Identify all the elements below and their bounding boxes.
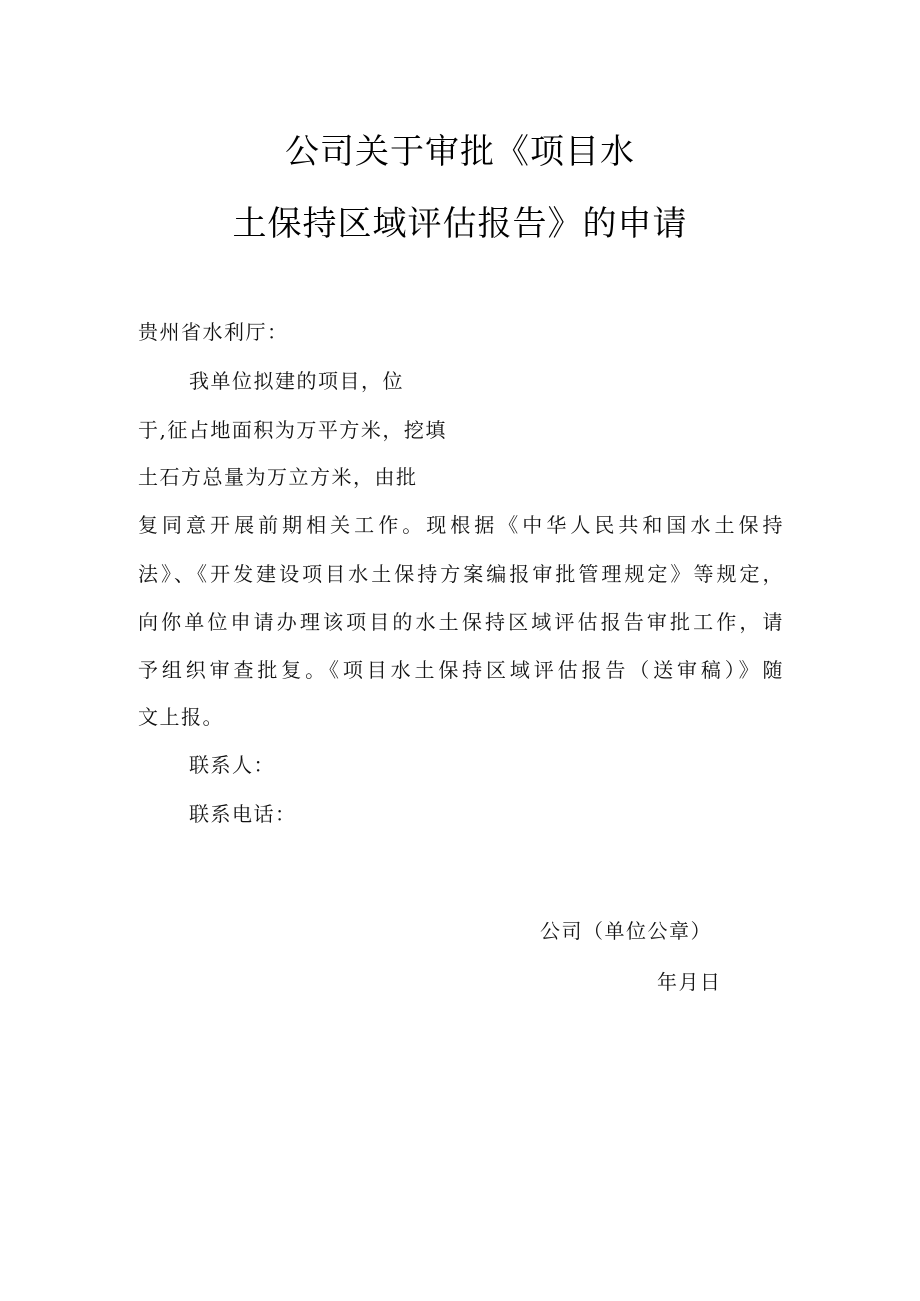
contact-person-label: 联系人：: [189, 753, 275, 777]
body-line-5: 法》、《开发建设项目水土保持方案编报审批管理规定》等规定，: [138, 562, 783, 586]
document-title-line-2: 土保持区域评估报告》的申请: [232, 204, 688, 244]
body-line-6: 向你单位申请办理该项目的水土保持区域评估报告审批工作，请: [138, 610, 783, 634]
signature-date: 年月日: [657, 970, 722, 994]
body-line-7: 予组织审查批复。《项目水土保持区域评估报告（送审稿）》随: [138, 658, 783, 682]
body-line-2: 于,征占地面积为万平方米，挖填: [138, 418, 447, 442]
body-line-8: 文上报。: [138, 705, 224, 729]
document-title-line-1: 公司关于审批《项目水: [285, 132, 635, 172]
contact-phone-label: 联系电话：: [189, 802, 297, 826]
body-line-4: 复同意开展前期相关工作。现根据《中华人民共和国水土保持: [138, 513, 783, 537]
body-line-3: 土石方总量为万立方米，由批: [138, 465, 418, 489]
addressee: 贵州省水利厅：: [138, 320, 289, 344]
body-line-1: 我单位拟建的项目，位: [189, 369, 404, 393]
signature-company-seal: 公司（单位公章）: [540, 919, 712, 943]
